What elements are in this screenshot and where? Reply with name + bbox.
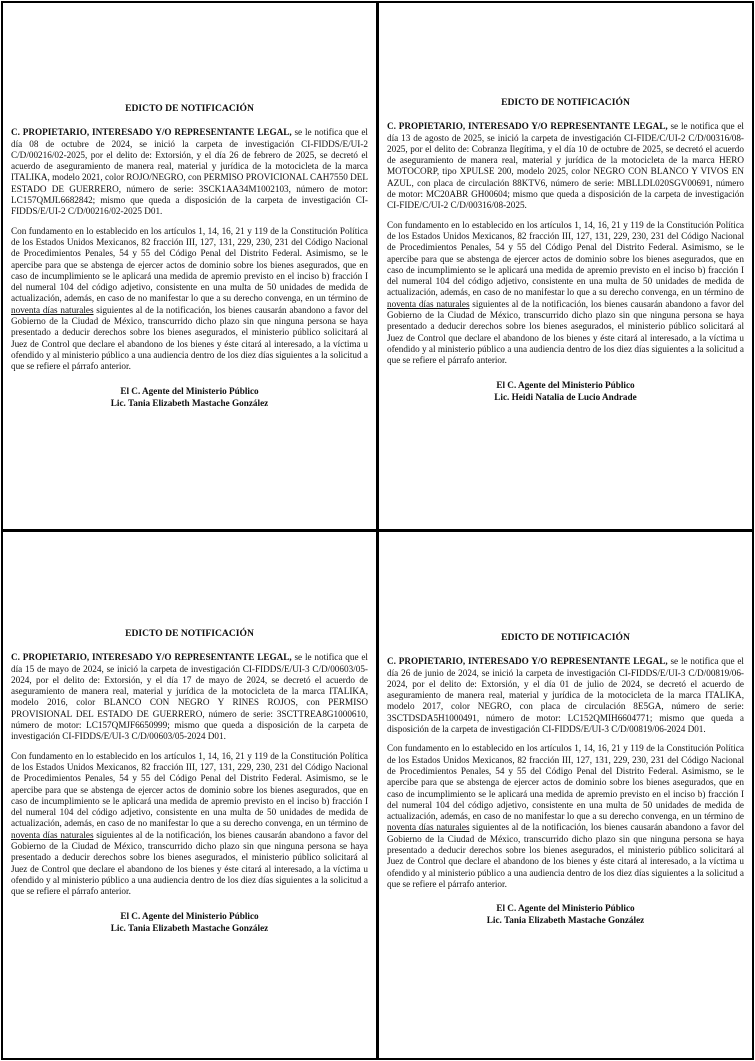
- signature-name: Lic. Tania Elizabeth Mastache González: [110, 922, 269, 933]
- edict-body: [387, 632, 744, 926]
- edict-legal-paragraph: [11, 751, 368, 898]
- edict-notice-text: se le notifica que el día 15 de mayo de 2024, se inició la carpeta de investigación CI-FIDDS/E/UI-3 C/D/00603/05-2024, por el delito de: Extorsión, y el día 17 de mayo de 2024, se decretó el acuerdo de aseguramiento de manera real, material y jurídica de la motocicleta de la marca ITALIKA, modelo 2016, color BLANCO CON NEGRO Y RINES ROJOS, con PERMISO PROVISIONAL DEL ESTADO DE GUERRERO, número de serie: 3SCTTREA8G1000610, número de motor: LC157QMJF6650999; mismo que queda a disposición de la carpeta de investigación CI-FIDDS/E/UI-3 C/D/00603/05-2024 D01.: [11, 652, 368, 742]
- edict-legal-paragraph: [11, 226, 368, 373]
- edict-legal-paragraph: [387, 743, 744, 890]
- edict-body: [11, 628, 368, 934]
- edict-body: [387, 97, 744, 403]
- edict-notice-paragraph: [387, 121, 744, 211]
- edict-signature: [387, 902, 744, 926]
- edict-title: EDICTO DE NOTIFICACIÓN: [501, 97, 630, 108]
- edict-panel-2: [377, 1, 754, 531]
- edict-notice-paragraph: [11, 127, 368, 217]
- edict-term-underlined: noventa días naturales: [11, 304, 94, 315]
- edict-signature: [387, 379, 744, 403]
- edict-term-underlined: noventa días naturales: [387, 298, 470, 309]
- edict-panel-4: [377, 530, 754, 1060]
- edict-notice-text: se le notifica que el día 13 de agosto de 2025, se inició la carpeta de investigación CI-FIDE/C/UI-2 C/D/00316/08-2025, por el delito de: Cobranza Ilegítima, y el día 10 de octubre de 2025, se decretó el acuerdo de aseguramiento de manera real, material y jurídica de la motocicleta de la marca HERO MOTOCORP, tipo XPULSE 200, modelo 2025, color NEGRO CON BLANCO Y VIVOS EN AZUL, con placa de circulación 88KTV6, número de serie: MBLLDL020SGV00691, número de motor: MC20ABR GH00604; mismo que queda a disposición de la carpeta de investigación CI-FIDE/C/UI-2 C/D/00316/08-2025.: [387, 121, 744, 211]
- edict-addressee: C. PROPIETARIO, INTERESADO Y/O REPRESENTANTE LEGAL,: [387, 656, 668, 667]
- edict-title: EDICTO DE NOTIFICACIÓN: [125, 628, 254, 639]
- edict-addressee: C. PROPIETARIO, INTERESADO Y/O REPRESENTANTE LEGAL,: [387, 121, 668, 132]
- signature-title: El C. Agente del Ministerio Público: [496, 903, 635, 914]
- edict-panel-1: [1, 1, 378, 531]
- edict-legal-text-a: Con fundamento en lo establecido en los artículos 1, 14, 16, 21 y 119 de la Constitución Política de los Estados Unidos Mexicanos, 82 fracción III, 127, 131, 229, 230, 231 del Código Nacional de Procedimientos Penales, 54 y 55 del Código Penal del Distrito Federal. Asimismo, se le apercibe para que se abstenga de ejercer actos de dominio sobre los bienes asegurados, que en caso de incumplimiento se le aplicará una medida de apremio previsto en el inciso b) fracción I del numeral 104 del código adjetivo, consistente en una multa de 50 unidades de medida de actualización, además, en caso de no manifestar lo que a su derecho convenga, en un término de: [11, 225, 368, 304]
- edict-title: EDICTO DE NOTIFICACIÓN: [501, 632, 630, 643]
- signature-name: Lic. Tania Elizabeth Mastache González: [486, 915, 645, 926]
- edict-body: [11, 103, 368, 409]
- signature-title: El C. Agente del Ministerio Público: [496, 379, 635, 390]
- edict-legal-text-b: siguientes al de la notificación, los bienes causarán abandono a favor del Gobierno de la Ciudad de México, transcurrido dicho plazo sin que ninguna persona se haya presentado a deducir derechos sobre los bienes asegurados, el ministerio público solicitará al Juez de Control que declare el abandono de los bienes y éste citará al interesado, a la víctima u ofendido y al ministerio público a una audiencia dentro de los diez días siguientes a la solicitud a que se refiere el párrafo anterior.: [11, 304, 368, 372]
- edict-signature: [11, 385, 368, 409]
- edict-notice-text: se le notifica que el día 08 de octubre de 2024, se inició la carpeta de investigación CI-FIDDS/E/UI-2 C/D/00216/02-2025, por el delito de: Extorsión, y el día 26 de febrero de 2025, se decretó el acuerdo de aseguramiento de manera real, material y jurídica de la motocicleta de la marca ITALIKA, modelo 2021, color ROJO/NEGRO, con PERMISO PROVICIONAL CAH7550 DEL ESTADO DE GUERRERO, número de serie: 3SCK1AA34M1002103, número de motor: LC157QMJL6682842; mismo que queda a disposición de la carpeta de investigación CI-FIDDS/E/UI-2 C/D/00216/02-2025 D01.: [11, 127, 368, 217]
- edict-addressee: C. PROPIETARIO, INTERESADO Y/O REPRESENTANTE LEGAL,: [11, 652, 292, 663]
- signature-title: El C. Agente del Ministerio Público: [120, 910, 259, 921]
- signature-name: Lic. Tania Elizabeth Mastache González: [110, 397, 269, 408]
- edict-legal-text-b: siguientes al de la notificación, los bienes causarán abandono a favor del Gobierno de la Ciudad de México, transcurrido dicho plazo sin que ninguna persona se haya presentado a deducir derechos sobre los bienes asegurados, el ministerio público solicitará al Juez de Control que declare el abandono de los bienes y éste citará al interesado, a la víctima u ofendido y al ministerio público a una audiencia dentro de los diez días siguientes a la solicitud a que se refiere el párrafo anterior.: [387, 298, 744, 366]
- edict-notice-paragraph: [387, 656, 744, 735]
- edict-addressee: C. PROPIETARIO, INTERESADO Y/O REPRESENTANTE LEGAL,: [11, 127, 292, 138]
- edict-legal-text-a: Con fundamento en lo establecido en los artículos 1, 14, 16, 21 y 119 de la Constitución Política de los Estados Unidos Mexicanos, 82 fracción III, 127, 131, 229, 230, 231 del Código Nacional de Procedimientos Penales, 54 y 55 del Código Penal del Distrito Federal. Asimismo, se le apercibe para que se abstenga de ejercer actos de dominio sobre los bienes asegurados, que en caso de incumplimiento se le aplicará una medida de apremio previsto en el inciso b) fracción I del numeral 104 del código adjetivo, consistente en una multa de 50 unidades de medida de actualización, además, en caso de no manifestar lo que a su derecho convenga, en un término de: [11, 750, 368, 829]
- edict-notice-paragraph: [11, 652, 368, 742]
- edict-signature: [11, 910, 368, 934]
- edict-legal-paragraph: [387, 220, 744, 367]
- signature-title: El C. Agente del Ministerio Público: [120, 385, 259, 396]
- edict-legal-text-a: Con fundamento en lo establecido en los artículos 1, 14, 16, 21 y 119 de la Constitución Política de los Estados Unidos Mexicanos, 82 fracción III, 127, 131, 229, 230, 231 del Código Nacional de Procedimientos Penales, 54 y 55 del Código Penal del Distrito Federal. Asimismo, se le apercibe para que se abstenga de ejercer actos de dominio sobre los bienes asegurados, que en caso de incumplimiento se le aplicará una medida de apremio previsto en el inciso b) fracción I del numeral 104 del código adjetivo, consistente en una multa de 50 unidades de medida de actualización, además, en caso de no manifestar lo que a su derecho convenga, en un término de: [387, 743, 744, 822]
- edict-legal-text-b: siguientes al de la notificación, los bienes causarán abandono a favor del Gobierno de la Ciudad de México, transcurrido dicho plazo sin que ninguna persona se haya presentado a deducir derechos sobre los bienes asegurados, el ministerio público solicitará al Juez de Control que declare el abandono de los bienes y éste citará al interesado, a la víctima u ofendido y al ministerio público a una audiencia dentro de los diez días siguientes a la solicitud a que se refiere el párrafo anterior.: [11, 829, 368, 897]
- edict-term-underlined: noventa días naturales: [11, 829, 94, 840]
- edict-term-underlined: noventa días naturales: [387, 822, 470, 833]
- signature-name: Lic. Heidi Natalia de Lucio Andrade: [494, 391, 637, 402]
- edict-legal-text-b: siguientes al de la notificación, los bienes causarán abandono a favor del Gobierno de la Ciudad de México, transcurrido dicho plazo sin que ninguna persona se haya presentado a deducir derechos sobre los bienes asegurados, el ministerio público solicitará al Juez de Control que declare el abandono de los bienes y éste citará al interesado, a la víctima u ofendido y al ministerio público a una audiencia dentro de los diez días siguientes a la solicitud a que se refiere el párrafo anterior.: [387, 822, 744, 889]
- edict-title: EDICTO DE NOTIFICACIÓN: [125, 103, 254, 114]
- edict-notice-text: se le notifica que el día 26 de junio de 2024, se inició la carpeta de investigación CI-FIDDS/E/UI-3 C/D/00819/06-2024, por el delito de: Extorsión, y el día 01 de julio de 2024, se decretó el acuerdo de aseguramiento de manera real, material y jurídica de la motocicleta de la marca ITALIKA, modelo 2017, color NEGRO, con placa de circulación 8E5GA, número de serie: 3SCTDSDA5H1000491, número de motor: LC152QMIH6604771; mismo que queda a disposición de la carpeta de investigación CI-FIDDS/E/UI-3 C/D/00819/06-2024 D01.: [387, 656, 744, 735]
- edict-panel-3: [1, 530, 378, 1060]
- edict-legal-text-a: Con fundamento en lo establecido en los artículos 1, 14, 16, 21 y 119 de la Constitución Política de los Estados Unidos Mexicanos, 82 fracción III, 127, 131, 229, 230, 231 del Código Nacional de Procedimientos Penales, 54 y 55 del Código Penal del Distrito Federal. Asimismo, se le apercibe para que se abstenga de ejercer actos de dominio sobre los bienes asegurados, que en caso de incumplimiento se le aplicará una medida de apremio previsto en el inciso b) fracción I del numeral 104 del código adjetivo, consistente en una multa de 50 unidades de medida de actualización, además, en caso de no manifestar lo que a su derecho convenga, en un término de: [387, 219, 744, 298]
